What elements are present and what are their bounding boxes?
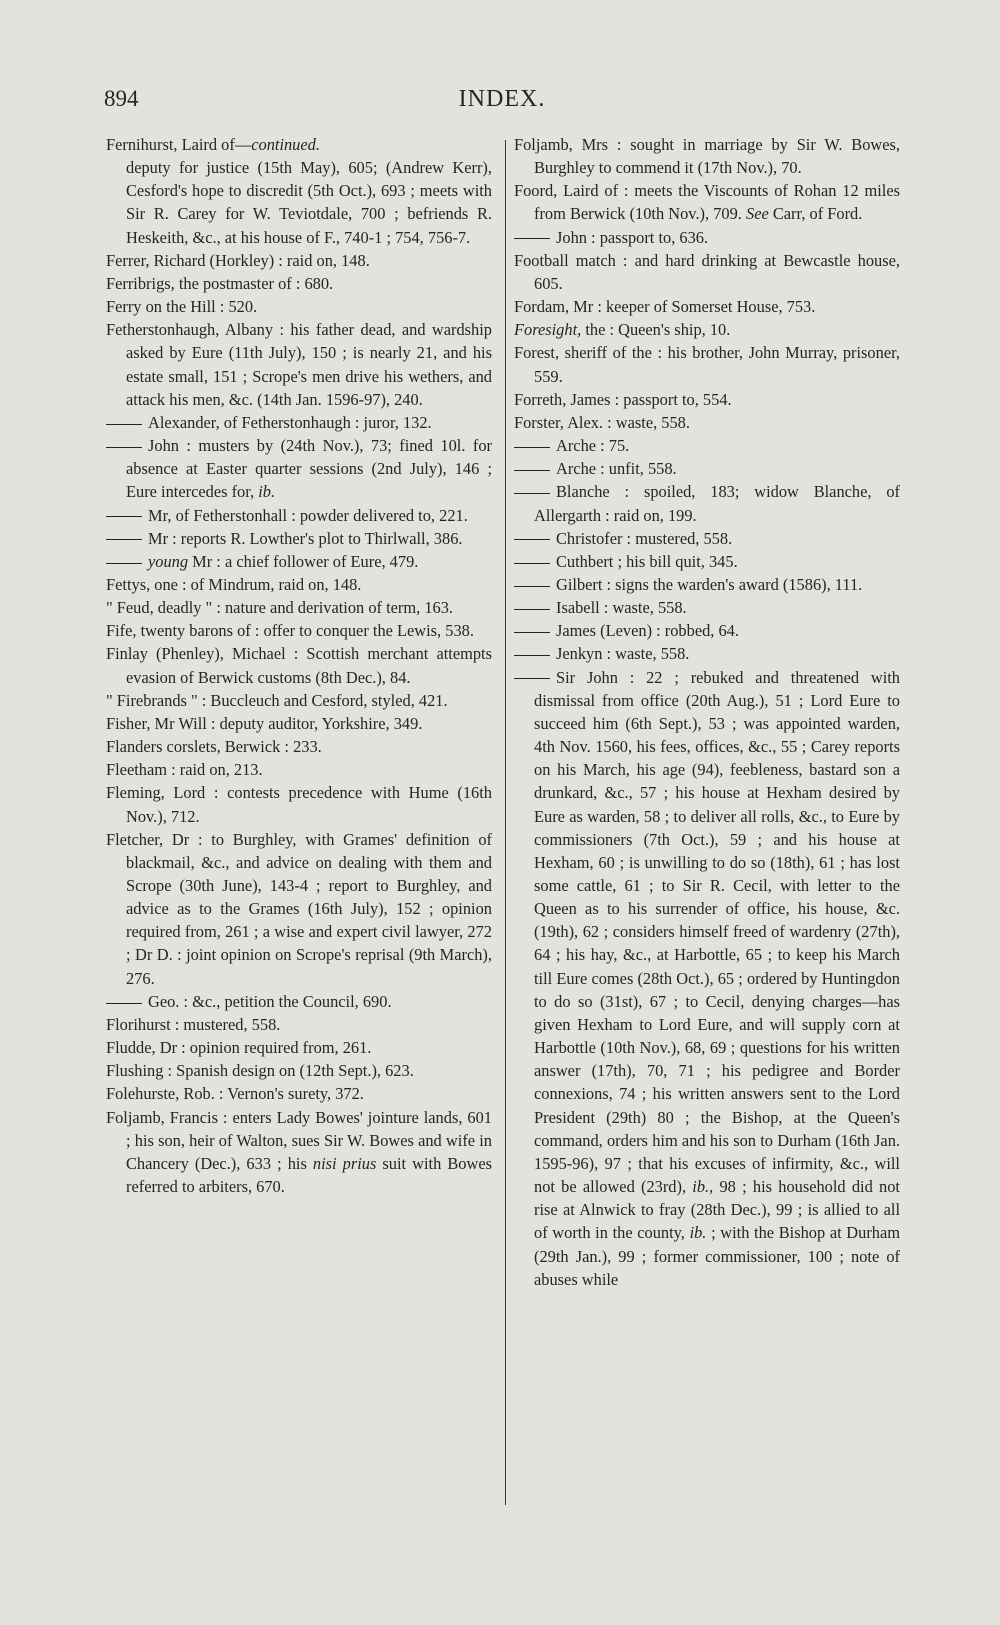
ditto-dash [106,1003,142,1004]
ditto-dash [514,563,550,564]
index-entry: Forster, Alex. : waste, 558. [514,412,690,432]
index-entry: Ferrer, Richard (Horkley) : raid on, 148. [106,250,370,270]
index-subentry: Alexander, of Fetherstonhaugh : juror, 132. [106,411,492,434]
index-entry: Foljamb, Francis : enters Lady Bowes' jointure lands, 601 ; his son, heir of Walton, sues Sir W. Bowes and wife in Chancery (Dec.), 633 ; his nisi prius suit with Bowes referred to arbiters, 670. [106,1107,492,1197]
index-subentry: Cuthbert ; his bill quit, 345. [514,550,900,573]
column-divider [505,140,506,1505]
index-subentry: Gilbert : signs the warden's award (1586), 111. [514,573,900,596]
index-entry: Flanders corslets, Berwick : 233. [106,737,322,757]
index-subentry: Blanche : spoiled, 183; widow Blanche, of Allergarth : raid on, 199. [514,480,900,526]
ditto-dash [106,563,142,564]
index-entry: Folehurste, Rob. : Vernon's surety, 372. [106,1084,364,1104]
index-entry: Fludde, Dr : opinion required from, 261. [106,1038,372,1058]
ditto-dash [514,447,550,448]
ditto-dash [106,447,142,448]
right-column [514,133,900,1291]
index-entry: " Feud, deadly " : nature and derivation of term, 163. [106,598,454,618]
index-entry: Fife, twenty barons of : offer to conquer the Lewis, 538. [106,621,474,641]
ditto-dash [514,632,550,633]
index-subentry: John : musters by (24th Nov.), 73; fined 10l. for absence at Easter quarter sessions (2nd July), 146 ; Eure intercedes for, ib. [106,434,492,503]
index-subentry: Isabell : waste, 558. [514,596,900,619]
ditto-dash [106,424,142,425]
index-entry: Fordam, Mr : keeper of Somerset House, 753. [514,297,816,317]
left-column [106,133,492,1198]
index-subentry: Sir John : 22 ; rebuked and threatened with dismissal from office (20th Aug.), 51 ; Lord Eure to succeed him (6th Sept.), 53 ; was appointed warden, 4th Nov. 1560, his fees, offices, &c., 55 ; Carey reports on his March, his age (94), feebleness, bastard son a drunkard, &c., 57 ; his house at Hexham desired by Eure as warden, 58 ; to deliver all rolls, &c., to Eure by commissioners (7th Oct.), 59 ; and his house at Hexham, 60 ; is unwilling to do so (18th), 61 ; has lost some cattle, 61 ; to Sir R. Cecil, with letter to the Queen as to his surrender of office, his house, &c. (19th), 62 ; considers himself freed of wardenry (27th), 64 ; his hay, &c., at Harbottle, 65 ; to keep his March till Eure comes (28th Oct.), 65 ; ordered by Huntingdon to do so (31st), 67 ; to Cecil, denying charges—has given Hexham to Lord Eure, and will supply corn at Harbottle (10th Nov.), 68, 69 ; questions for his written answer (17th), 70, 71 ; his pedigree and Border connexions, 74 ; his written answers sent to the Lord President (29th) 80 ; the Bishop, at the Queen's command, orders him and his son to Durham (16th Jan. 1595-96), 97 ; that his excuses of infirmity, &c., will not be allowed (23rd), ib., 98 ; his household did not rise at Alnwick to fray (28th Dec.), 99 ; is allied to all of worth in the county, ib. ; with the Bishop at Durham (29th Jan.), 99 ; former commissioner, 100 ; note of abuses while [514,666,900,1291]
index-entry: Foord, Laird of : meets the Viscounts of Rohan 12 miles from Berwick (10th Nov.), 709. See Carr, of Ford. [514,181,900,224]
ditto-dash [514,586,550,587]
index-subentry: Geo. : &c., petition the Council, 690. [106,990,492,1013]
ditto-dash [106,516,142,517]
index-entry: Fletcher, Dr : to Burghley, with Grames' definition of blackmail, &c., and advice on dealing with them and Scrope (30th June), 143-4 ; report to Burghley, and advice as to the Grames (16th July), 152 ; opinion required from, 261 ; a wise and expert civil lawyer, 272 ; Dr D. : joint opinion on Scrope's reprisal (9th March), 276. [106,829,492,988]
index-entry: Fettys, one : of Mindrum, raid on, 148. [106,574,362,594]
index-entry: Foljamb, Mrs : sought in marriage by Sir W. Bowes, Burghley to commend it (17th Nov.), 70. [514,135,900,178]
index-subentry: John : passport to, 636. [514,226,900,249]
index-entry: Football match : and hard drinking at Bewcastle house, 605. [514,250,900,293]
ditto-dash [514,493,550,494]
index-entry: Foresight, the : Queen's ship, 10. [514,320,731,340]
page-header [104,86,900,122]
ditto-dash [106,539,142,540]
ditto-dash [514,678,550,679]
ditto-dash [514,238,550,239]
index-entry: Ferry on the Hill : 520. [106,297,258,317]
index-entry: Fisher, Mr Will : deputy auditor, Yorkshire, 349. [106,713,423,733]
page-title: INDEX. [458,86,546,112]
index-subentry: Mr, of Fetherstonhall : powder delivered to, 221. [106,504,492,527]
ditto-dash [514,470,550,471]
index-entry: Forreth, James : passport to, 554. [514,389,732,409]
index-entry: Finlay (Phenley), Michael : Scottish merchant attempts evasion of Berwick customs (8th Dec.), 84. [106,644,492,687]
index-subentry: Arche : unfit, 558. [514,457,900,480]
index-subentry: Mr : reports R. Lowther's plot to Thirlwall, 386. [106,527,492,550]
index-subentry: Jenkyn : waste, 558. [514,642,900,665]
index-entry: Florihurst : mustered, 558. [106,1014,281,1034]
index-entry: Ferribrigs, the postmaster of : 680. [106,273,334,293]
index-entry: Fleming, Lord : contests precedence with Hume (16th Nov.), 712. [106,783,492,826]
index-entry: " Firebrands " : Buccleuch and Cesford, styled, 421. [106,690,448,710]
index-subentry: Arche : 75. [514,434,900,457]
index-entry: Fernihurst, Laird of—continued. deputy for justice (15th May), 605; (Andrew Kerr), Cesford's hope to discredit (5th Oct.), 693 ; meets with Sir R. Carey for W. Teviotdale, 700 ; befriends R. Heskeith, &c., at his house of F., 740-1 ; 754, 756-7. [106,135,492,247]
page-number: 894 [104,86,139,111]
index-subentry: James (Leven) : robbed, 64. [514,619,900,642]
index-entry: Fetherstonhaugh, Albany : his father dead, and wardship asked by Eure (11th July), 150 ; is nearly 21, and his estate small, 151 ; Scrope's men drive his wethers, and attack his men, &c. (14th Jan. 1596-97), 240. [106,320,492,409]
index-entry: Fleetham : raid on, 213. [106,760,263,780]
ditto-dash [514,655,550,656]
index-subentry: young Mr : a chief follower of Eure, 479. [106,550,492,573]
ditto-dash [514,539,550,540]
ditto-dash [514,609,550,610]
index-entry: Forest, sheriff of the : his brother, John Murray, prisoner, 559. [514,343,900,386]
index-entry: Flushing : Spanish design on (12th Sept.), 623. [106,1061,414,1081]
index-subentry: Christofer : mustered, 558. [514,527,900,550]
